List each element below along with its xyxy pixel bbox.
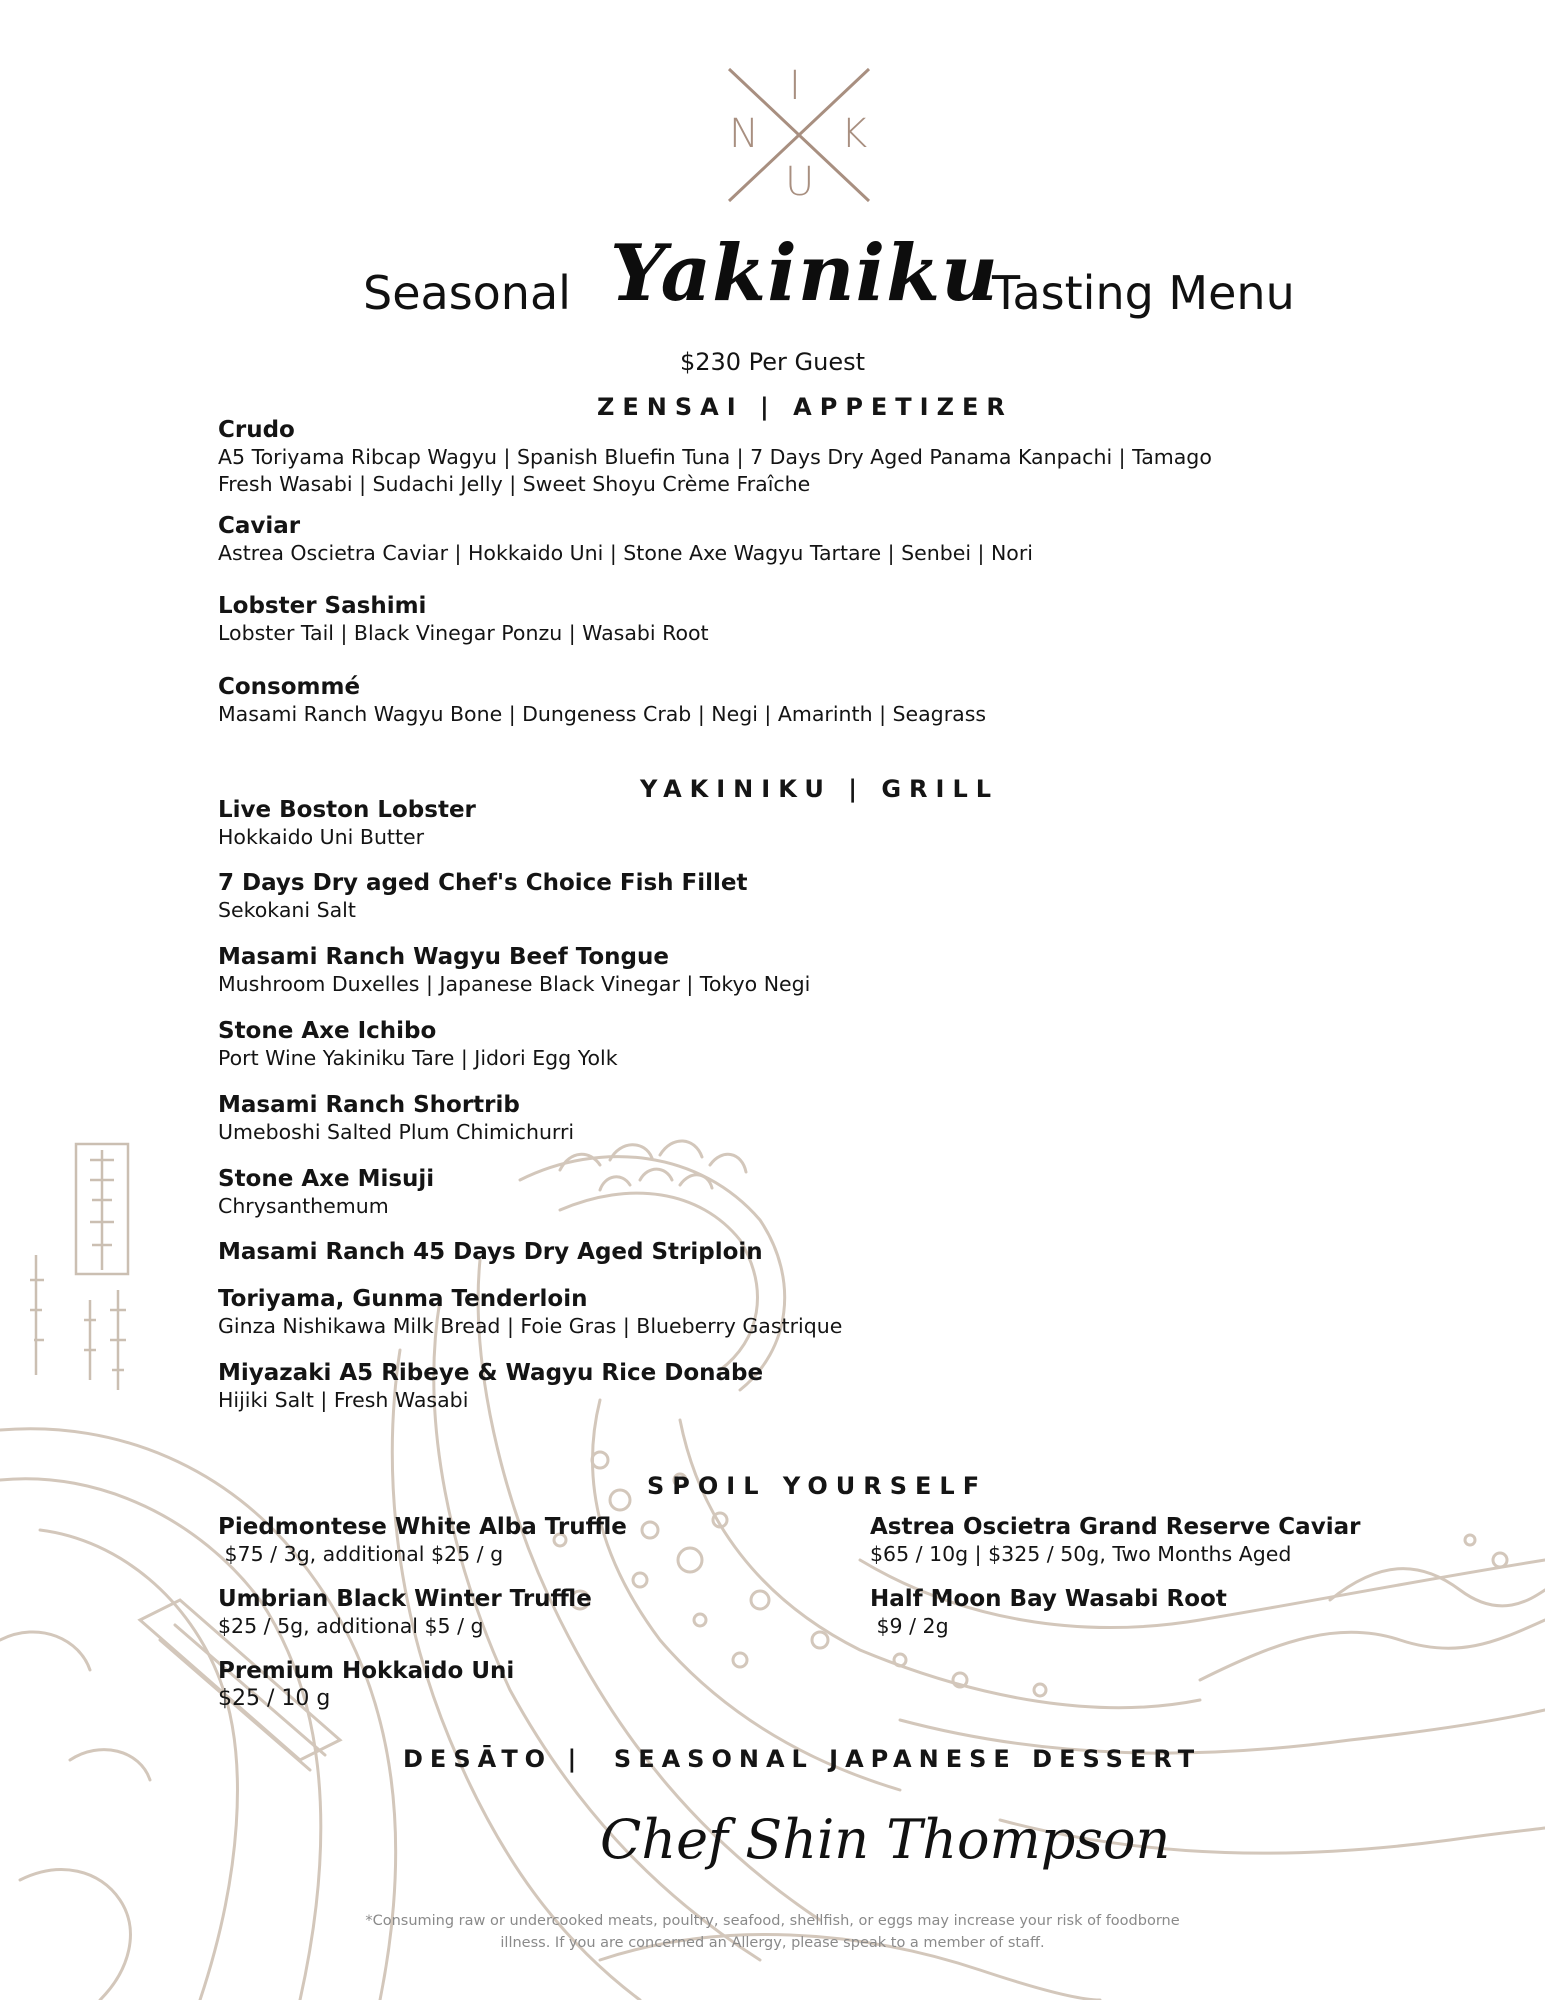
disclaimer-line: *Consuming raw or undercooked meats, poultry, seafood, shellfish, or eggs may increase your risk of foodborne — [365, 1913, 1180, 1929]
item-name: Crudo — [218, 417, 295, 443]
item-name: Masami Ranch 45 Days Dry Aged Striploin — [218, 1239, 763, 1265]
item-desc: $75 / 3g, additional $25 / g — [218, 1542, 504, 1566]
menu-item-caviar — [218, 512, 1033, 567]
item-name: Live Boston Lobster — [218, 797, 476, 823]
menu-item-fish-fillet — [218, 869, 748, 924]
item-desc: $25 / 10 g — [218, 1686, 331, 1711]
section-heading-dessert: DESĀTO | SEASONAL JAPANESE DESSERT — [403, 1745, 1202, 1773]
price-per-guest: $230 Per Guest — [679, 348, 866, 376]
item-desc: Chrysanthemum — [218, 1194, 389, 1218]
item-desc: Fresh Wasabi | Sudachi Jelly | Sweet Shoyu Crème Fraîche — [218, 472, 811, 496]
menu-item-crudo — [218, 416, 1212, 498]
logo-letter-top: I — [789, 63, 801, 109]
menu-item-beef-tongue — [218, 943, 810, 998]
item-desc: Umeboshi Salted Plum Chimichurri — [218, 1120, 575, 1144]
item-name: Stone Axe Misuji — [218, 1166, 435, 1192]
menu-item-shortrib — [218, 1091, 574, 1146]
item-desc: Mushroom Duxelles | Japanese Black Vinegar | Tokyo Negi — [218, 972, 811, 996]
menu-item-lobster-sashimi — [218, 592, 709, 647]
menu-item-striploin — [218, 1238, 763, 1266]
section-heading-zensai: ZENSAI | APPETIZER — [597, 393, 1013, 421]
item-name: Consommé — [218, 674, 361, 700]
menu-item-ichibo — [218, 1017, 618, 1072]
item-desc: $9 / 2g — [870, 1614, 949, 1638]
item-name: Premium Hokkaido Uni — [218, 1658, 515, 1684]
menu-item-tenderloin — [218, 1285, 842, 1340]
item-name: 7 Days Dry aged Chef's Choice Fish Fillet — [218, 870, 748, 896]
item-desc: Masami Ranch Wagyu Bone | Dungeness Crab | Negi | Amarinth | Seagrass — [218, 702, 987, 726]
item-desc: Hijiki Salt | Fresh Wasabi — [218, 1388, 469, 1412]
menu-item-misuji — [218, 1165, 434, 1220]
item-name: Miyazaki A5 Ribeye & Wagyu Rice Donabe — [218, 1360, 764, 1386]
item-desc: Ginza Nishikawa Milk Bread | Foie Gras | Blueberry Gastrique — [218, 1314, 843, 1338]
item-desc: Hokkaido Uni Butter — [218, 825, 425, 849]
addon-wasabi-root — [870, 1585, 1227, 1640]
logo-letter-bottom: U — [785, 159, 815, 205]
addon-grand-reserve-caviar — [870, 1513, 1360, 1568]
item-name: Masami Ranch Wagyu Beef Tongue — [218, 944, 669, 970]
section-heading-spoil-yourself: SPOIL YOURSELF — [647, 1472, 988, 1500]
title-yakiniku-script: Yakiniku — [610, 228, 999, 319]
item-desc: Lobster Tail | Black Vinegar Ponzu | Wasabi Root — [218, 621, 709, 645]
item-name: Umbrian Black Winter Truffle — [218, 1586, 592, 1612]
item-desc: Sekokani Salt — [218, 898, 356, 922]
addon-white-truffle — [218, 1513, 627, 1568]
item-name: Half Moon Bay Wasabi Root — [870, 1586, 1227, 1612]
item-name: Lobster Sashimi — [218, 593, 427, 619]
addon-black-truffle — [218, 1585, 592, 1640]
item-name: Stone Axe Ichibo — [218, 1018, 437, 1044]
title-tasting-menu: Tasting Menu — [992, 266, 1295, 320]
item-desc: $65 / 10g | $325 / 50g, Two Months Aged — [870, 1542, 1292, 1566]
menu-item-consomme — [218, 673, 986, 728]
menu-item-ribeye-donabe — [218, 1359, 763, 1414]
item-desc: A5 Toriyama Ribcap Wagyu | Spanish Bluefin Tuna | 7 Days Dry Aged Panama Kanpachi | Tamago — [218, 445, 1212, 469]
chef-signature: Chef Shin Thompson — [600, 1808, 1171, 1871]
item-name: Masami Ranch Shortrib — [218, 1092, 520, 1118]
item-name: Piedmontese White Alba Truffle — [218, 1514, 627, 1540]
brand-logo — [725, 65, 873, 205]
addon-hokkaido-uni — [218, 1657, 514, 1712]
logo-letter-right: K — [841, 111, 868, 157]
item-name: Astrea Oscietra Grand Reserve Caviar — [870, 1514, 1361, 1540]
allergy-disclaimer — [0, 1910, 1545, 1954]
section-heading-yakiniku: YAKINIKU | GRILL — [640, 775, 1000, 803]
item-desc: Astrea Oscietra Caviar | Hokkaido Uni | Stone Axe Wagyu Tartare | Senbei | Nori — [218, 541, 1033, 565]
menu-item-boston-lobster — [218, 796, 476, 851]
item-desc: Port Wine Yakiniku Tare | Jidori Egg Yolk — [218, 1046, 618, 1070]
item-name: Toriyama, Gunma Tenderloin — [218, 1286, 588, 1312]
logo-letter-left: N — [729, 111, 759, 157]
item-desc: $25 / 5g, additional $5 / g — [218, 1614, 484, 1638]
disclaimer-line: illness. If you are concerned an Allergy, please speak to a member of staff. — [500, 1935, 1045, 1951]
item-name: Caviar — [218, 513, 301, 539]
title-seasonal: Seasonal — [363, 266, 571, 320]
